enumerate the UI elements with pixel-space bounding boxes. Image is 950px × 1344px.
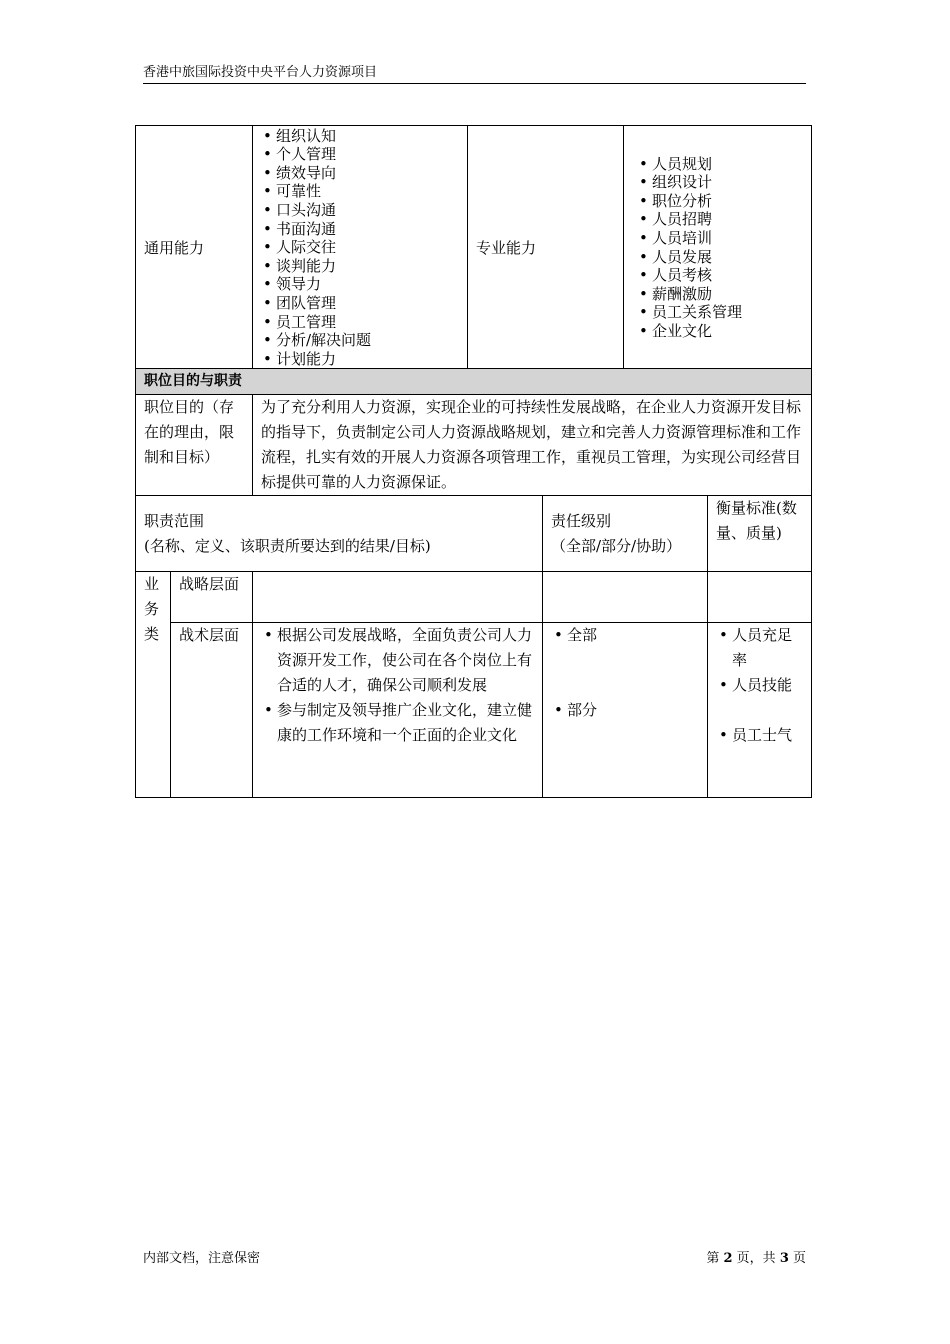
list-item: • 企业文化 — [636, 322, 803, 341]
professional-competency-label: 专业能力 — [468, 126, 624, 370]
general-competency-label: 通用能力 — [136, 126, 253, 370]
list-item: • 组织设计 — [636, 173, 803, 192]
list-item: • 职位分析 — [636, 192, 803, 211]
list-item: • 全部 — [551, 623, 699, 648]
level-subtitle: （全部/部分/协助） — [551, 536, 682, 555]
list-item: • 书面沟通 — [260, 220, 459, 239]
competency-table — [135, 125, 812, 370]
list-item: • 可靠性 — [260, 182, 459, 201]
document-header: 香港中旅国际投资中央平台人力资源项目 — [143, 65, 378, 80]
list-item: • 人员培训 — [636, 229, 803, 248]
scope-label: 职责范围 — [144, 511, 205, 530]
purpose-label: 职位目的（存在的理由，限制和目标） — [136, 395, 253, 496]
list-item: • 人员规划 — [636, 155, 803, 174]
list-item: • 人员充足率 — [716, 623, 803, 673]
list-item: • 谈判能力 — [260, 257, 459, 276]
list-item: • 分析/解决问题 — [260, 331, 459, 350]
list-item: • 组织认知 — [260, 127, 459, 146]
professional-competency-list — [636, 155, 803, 341]
footer-page-number: 第 2 页，共 3 页 — [706, 1251, 806, 1266]
measure-list — [716, 623, 803, 748]
page-total: 3 — [779, 1251, 789, 1266]
list-item: • 领导力 — [260, 275, 459, 294]
list-item: • 部分 — [551, 698, 699, 723]
list-item: • 参与制定及领导推广企业文化，建立健康的工作环境和一个正面的企业文化 — [261, 698, 534, 748]
list-item: • 员工关系管理 — [636, 303, 803, 322]
level-label: 责任级别 — [551, 511, 612, 530]
section-title: 职位目的与职责 — [136, 369, 812, 395]
duties-table — [135, 368, 812, 798]
category-label: 业务类 — [136, 572, 171, 798]
list-item: • 团队管理 — [260, 294, 459, 313]
strategic-label: 战略层面 — [171, 572, 253, 623]
list-item: • 员工管理 — [260, 313, 459, 332]
tactical-duty-list — [261, 623, 534, 748]
list-item: • 绩效导向 — [260, 164, 459, 183]
scope-subtitle: (名称、定义、该职责所要达到的结果/目标) — [144, 536, 431, 555]
list-item: • 根据公司发展战略，全面负责公司人力资源开发工作，使公司在各个岗位上有合适的人才，确保公司顺利发展 — [261, 623, 534, 698]
header-rule — [143, 83, 806, 84]
tactical-label: 战术层面 — [171, 623, 253, 798]
level-list — [551, 623, 699, 723]
list-item: • 人员技能 — [716, 673, 803, 698]
list-item: • 员工士气 — [716, 723, 803, 748]
measure-label: 衡量标准(数量、质量) — [708, 496, 812, 572]
general-competency-list — [260, 127, 459, 369]
list-item: • 口头沟通 — [260, 201, 459, 220]
list-item: • 人员招聘 — [636, 210, 803, 229]
list-item: • 个人管理 — [260, 145, 459, 164]
list-item: • 人员发展 — [636, 248, 803, 267]
list-item: • 人际交往 — [260, 238, 459, 257]
list-item: • 薪酬激励 — [636, 285, 803, 304]
list-item: • 人员考核 — [636, 266, 803, 285]
purpose-text: 为了充分利用人力资源，实现企业的可持续性发展战略，在企业人力资源开发目标的指导下，负责制定公司人力资源战略规划，建立和完善人力资源管理标准和工作流程，扎实有效的开展人力资源各项管理工作，重视员工管理，为实现公司经营目标提供可靠的人力资源保证。 — [253, 395, 812, 496]
list-item: • 计划能力 — [260, 350, 459, 369]
footer-confidential: 内部文档，注意保密 — [143, 1251, 261, 1266]
page-current: 2 — [723, 1251, 733, 1266]
